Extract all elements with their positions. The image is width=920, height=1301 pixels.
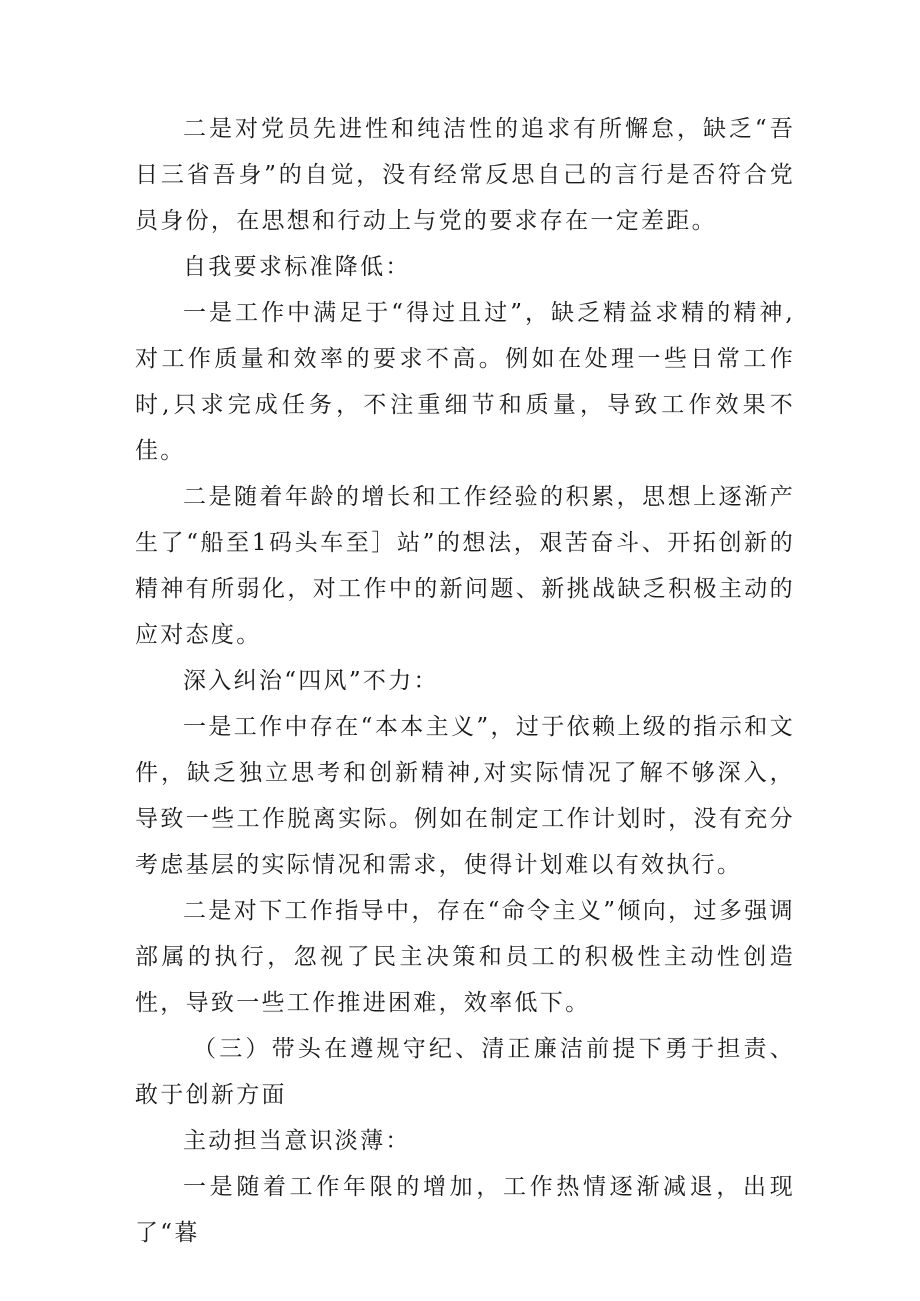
paragraph-work-quality: 一是工作中满足于“得过且过”，缺乏精益求精的精神,对工作质量和效率的要求不高。例如在处理一些日常工作时,只求完成任务，不注重细节和质量，导致工作效果不佳。 <box>135 300 795 464</box>
paragraph-work-enthusiasm: 一是随着工作年限的增加，工作热情逐渐减退，出现了“暮 <box>135 1174 795 1246</box>
section-heading-three: （三）带头在遵规守纪、清正廉洁前提下勇于担责、敢于创新方面 <box>135 1036 795 1108</box>
subheading-self-standards: 自我要求标准降低： <box>183 254 411 280</box>
subheading-four-winds: 深入纠治“四风”不力： <box>183 668 439 694</box>
paragraph-party-member-reflection: 二是对党员先进性和纯洁性的追求有所懈怠，缺乏“吾日三省吾身”的自觉，没有经常反思自己的言行是否符合党员身份，在思想和行动上与党的要求存在一定差距。 <box>135 116 795 234</box>
subheading-responsibility: 主动担当意识淡薄： <box>183 1128 411 1154</box>
paragraph-experience-mindset: 二是随着年龄的增长和工作经验的积累，思想上逐渐产生了“船至1码头车至］站”的想法，艰苦奋斗、开拓创新的精神有所弱化，对工作中的新问题、新挑战缺乏积极主动的应对态度。 <box>135 484 795 648</box>
document-body <box>135 106 795 1256</box>
paragraph-command-style: 二是对下工作指导中，存在“命令主义”倾向，过多强调部属的执行，忽视了民主决策和员工的积极性主动性创造性，导致一些工作推进困难，效率低下。 <box>135 898 795 1016</box>
paragraph-bookism: 一是工作中存在“本本主义”，过于依赖上级的指示和文件，缺乏独立思考和创新精神,对实际情况了解不够深入，导致一些工作脱离实际。例如在制定工作计划时，没有充分考虑基层的实际情况和需求，使得计划难以有效执行。 <box>135 714 795 878</box>
